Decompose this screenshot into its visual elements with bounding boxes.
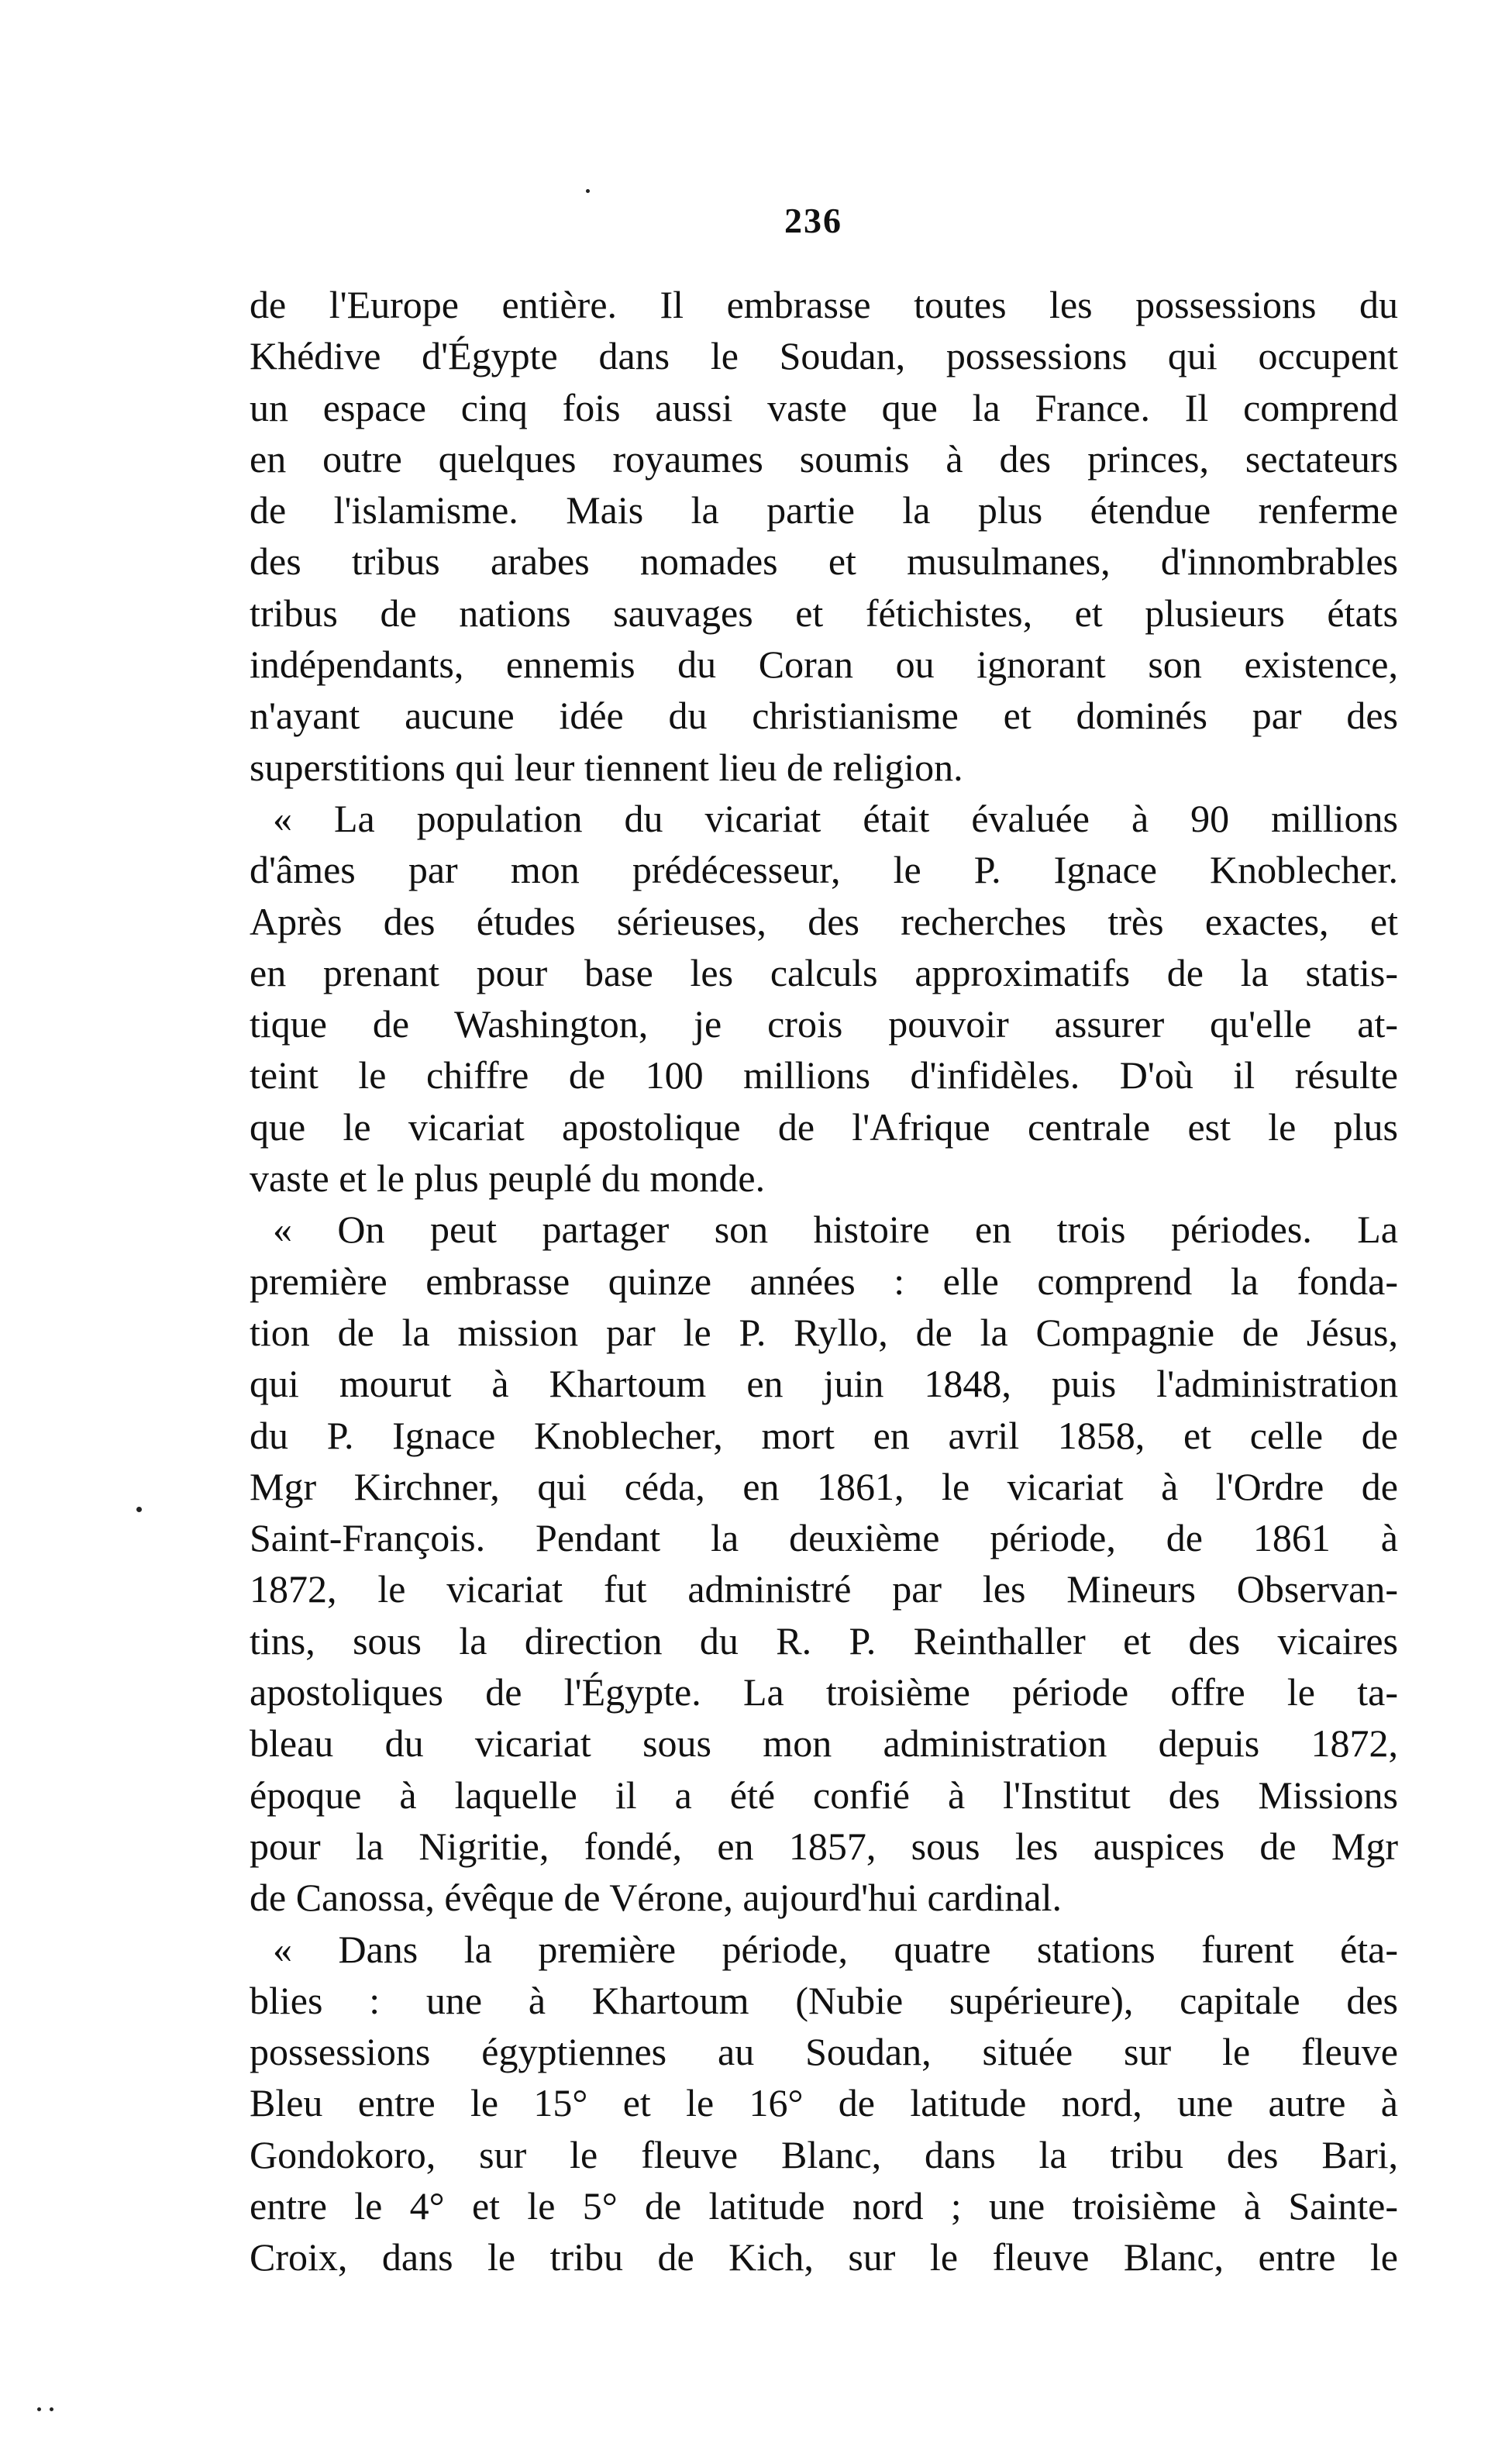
text-line: des tribus arabes nomades et musulmanes, d'innombrables	[250, 539, 1398, 584]
text-line: du P. Ignace Knoblecher, mort en avril 1858, et celle de	[250, 1413, 1398, 1457]
text-line: « On peut partager son histoire en trois périodes. La	[273, 1208, 1398, 1252]
text-line: bleau du vicariat sous mon administration depuis 1872,	[250, 1721, 1398, 1766]
text-line: Saint-François. Pendant la deuxième période, de 1861 à	[250, 1516, 1398, 1560]
text-line: un espace cinq fois aussi vaste que la France. Il comprend	[250, 385, 1398, 429]
text-line: qui mourut à Khartoum en juin 1848, puis l'administration	[250, 1362, 1398, 1406]
text-line: possessions égyptiennes au Soudan, située sur le fleuve	[250, 2030, 1398, 2074]
text-line: entre le 4° et le 5° de latitude nord ; une troisième à Sainte-	[250, 2183, 1398, 2228]
print-speck	[136, 1507, 142, 1512]
text-line: pour la Nigritie, fondé, en 1857, sous les auspices de Mgr	[250, 1824, 1398, 1868]
print-speck	[50, 2407, 53, 2411]
print-speck	[37, 2407, 41, 2411]
text-line: tribus de nations sauvages et fétichistes, et plusieurs états	[250, 591, 1398, 635]
text-line: tins, sous la direction du R. P. Reinthaller et des vicaires	[250, 1618, 1398, 1663]
text-line: Bleu entre le 15° et le 16° de latitude nord, une autre à	[250, 2081, 1398, 2125]
page-number: 236	[784, 201, 842, 240]
print-speck	[586, 189, 590, 193]
body-text	[250, 279, 1398, 2283]
text-line: 1872, le vicariat fut administré par les Mineurs Observan-	[250, 1567, 1398, 1611]
text-line: Gondokoro, sur le fleuve Blanc, dans la tribu des Bari,	[250, 2132, 1398, 2176]
text-line: apostoliques de l'Égypte. La troisième période offre le ta-	[250, 1670, 1398, 1714]
text-line: indépendants, ennemis du Coran ou ignorant son existence,	[250, 643, 1398, 687]
text-line: Croix, dans le tribu de Kich, sur le fleuve Blanc, entre le	[250, 2235, 1398, 2279]
text-line: de Canossa, évêque de Vérone, aujourd'hui cardinal.	[250, 1876, 1062, 1920]
text-line: d'âmes par mon prédécesseur, le P. Ignace Knoblecher.	[250, 848, 1398, 892]
text-line: « Dans la première période, quatre stations furent éta-	[273, 1927, 1398, 1971]
text-line: Khédive d'Égypte dans le Soudan, possessions qui occupent	[250, 334, 1398, 378]
text-line: n'ayant aucune idée du christianisme et dominés par des	[250, 694, 1398, 738]
text-line: superstitions qui leur tiennent lieu de religion.	[250, 745, 963, 789]
text-line: en prenant pour base les calculs approximatifs de la statis-	[250, 950, 1398, 994]
text-line: en outre quelques royaumes soumis à des princes, sectateurs	[250, 436, 1398, 481]
text-line: vaste et le plus peuplé du monde.	[250, 1156, 766, 1201]
text-line: Mgr Kirchner, qui céda, en 1861, le vicariat à l'Ordre de	[250, 1464, 1398, 1508]
text-line: blies : une à Khartoum (Nubie supérieure), capitale des	[250, 1978, 1398, 2022]
text-line: « La population du vicariat était évaluée à 90 millions	[273, 796, 1398, 840]
text-line: Après des études sérieuses, des recherches très exactes, et	[250, 899, 1398, 943]
text-line: première embrasse quinze années : elle comprend la fonda-	[250, 1259, 1398, 1303]
text-line: de l'Europe entière. Il embrasse toutes les possessions du	[250, 283, 1398, 326]
text-line: tion de la mission par le P. Ryllo, de la Compagnie de Jésus,	[250, 1310, 1398, 1354]
text-line: teint le chiffre de 100 millions d'infidèles. D'où il résulte	[250, 1053, 1398, 1098]
text-line: que le vicariat apostolique de l'Afrique centrale est le plus	[250, 1104, 1398, 1149]
text-line: tique de Washington, je crois pouvoir assurer qu'elle at-	[250, 1002, 1398, 1046]
text-line: époque à laquelle il a été confié à l'Institut des Missions	[250, 1773, 1398, 1817]
text-line: de l'islamisme. Mais la partie la plus étendue renferme	[250, 488, 1398, 532]
